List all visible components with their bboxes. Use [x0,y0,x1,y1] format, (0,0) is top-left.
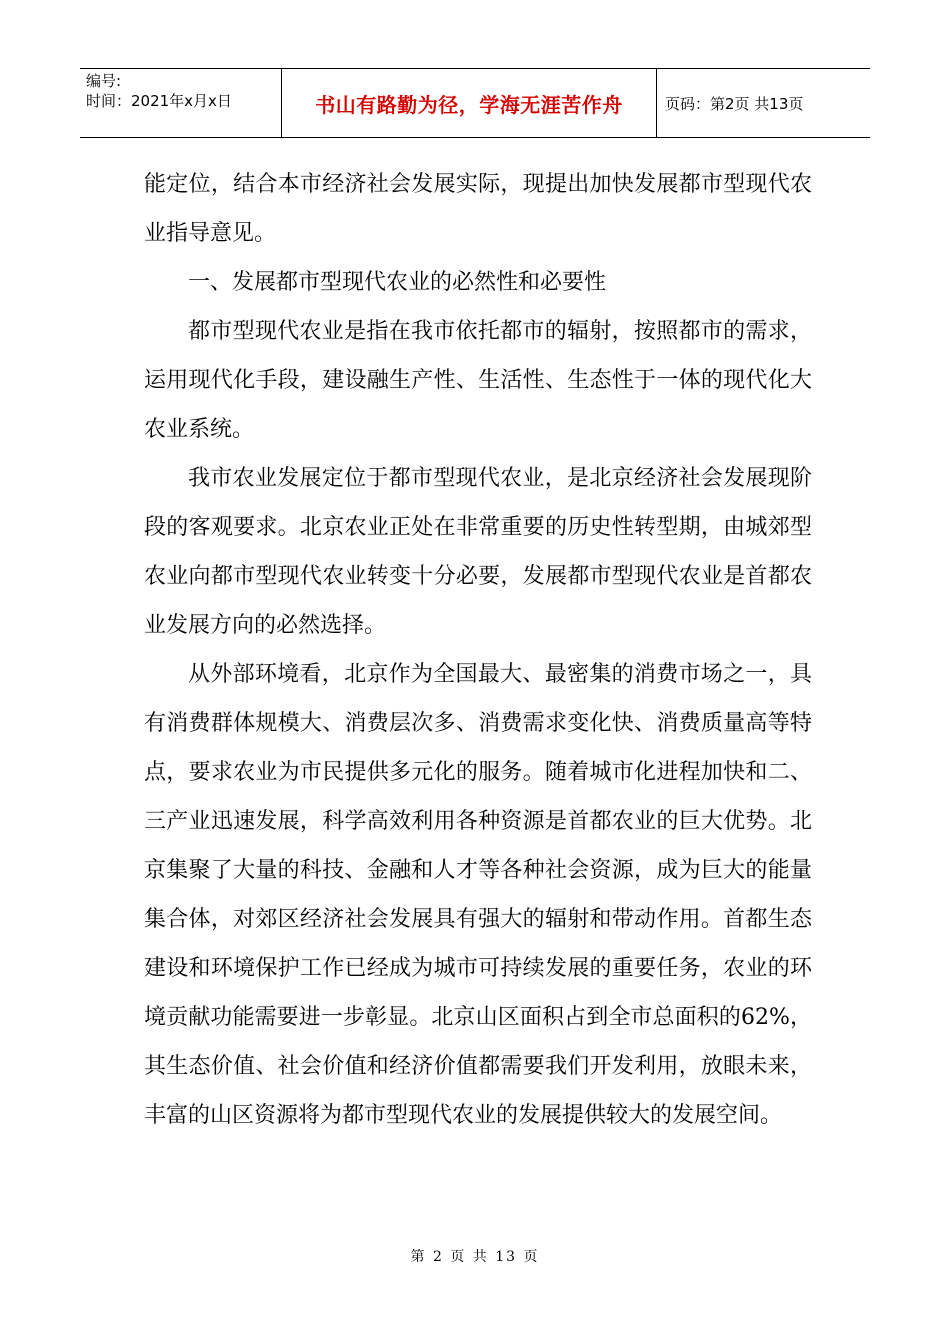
document-header [80,68,870,138]
header-meta [80,69,282,137]
paragraph: 我市农业发展定位于都市型现代农业，是北京经济社会发展现阶段的客观要求。北京农业正处在非常重要的历史性转型期，由城郊型农业向都市型现代农业转变十分必要，发展都市型现代农业是首都农业发展方向的必然选择。 [144,466,812,638]
header-motto: 书山有路勤为径，学海无涯苦作舟 [282,69,657,137]
document-number-label: 编号: [86,72,122,90]
paragraph: 从外部环境看，北京作为全国最大、最密集的消费市场之一，具有消费群体规模大、消费层次多、消费需求变化快、消费质量高等特点，要求农业为市民提供多元化的服务。随着城市化进程加快和二、三产业迅速发展，科学高效利用各种资源是首都农业的巨大优势。北京集聚了大量的科技、金融和人才等各种社会资源，成为巨大的能量集合体，对郊区经济社会发展具有强大的辐射和带动作用。首都生态建设和环境保护工作已经成为城市可持续发展的重要任务，农业的环境贡献功能需要进一步彰显。北京山区面积占到全市总面积的62%，其生态价值、社会价值和经济价值都需要我们开发利用，放眼未来，丰富的山区资源将为都市型现代农业的发展提供较大的发展空间。 [144,662,812,1128]
header-page-info: 页码：第2页 共13页 [665,94,804,113]
document-time-label: 时间：2021年x月x日 [86,92,232,110]
paragraph: 都市型现代农业是指在我市依托都市的辐射，按照都市的需求，运用现代化手段，建设融生产性、生活性、生态性于一体的现代化大农业系统。 [144,319,812,442]
document-body [144,160,812,1140]
page-footer: 第 2 页 共 13 页 [410,1249,540,1265]
section-heading: 一、发展都市型现代农业的必然性和必要性 [188,270,607,295]
paragraph-continuation: 能定位，结合本市经济社会发展实际，现提出加快发展都市型现代农业指导意见。 [144,172,812,246]
